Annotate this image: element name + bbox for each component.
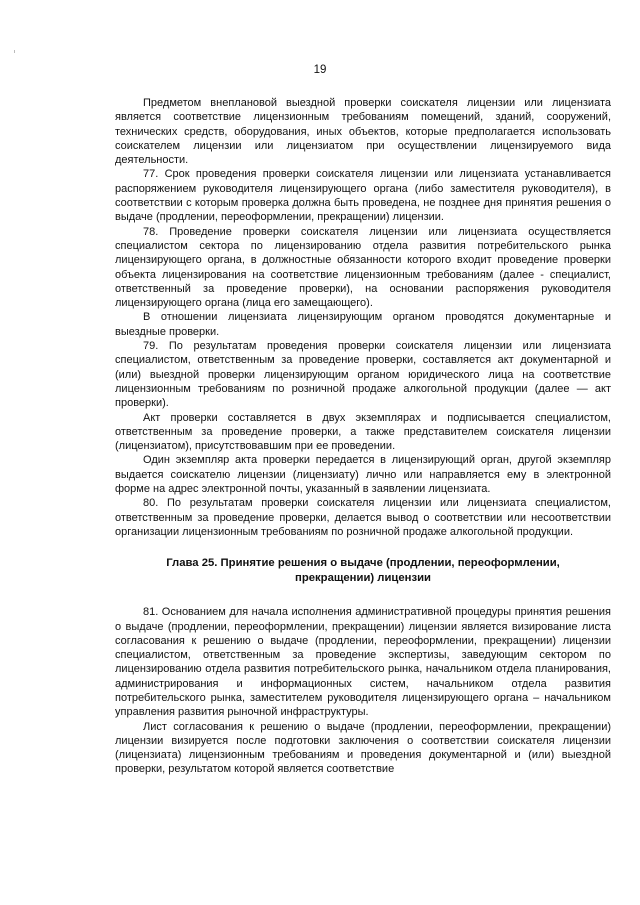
paragraph: Акт проверки составляется в двух экземплярах и подписывается специалистом, ответственным за проведение проверки, а также представителем соискателя лицензии (лицензиатом), присутствовавшим при ее проведении. bbox=[115, 411, 611, 453]
paragraph-77: 77. Срок проведения проверки соискателя лицензии или лицензиата устанавливается распоряжением руководителя лицензирующего органа (либо заместителя руководителя), в соответствии с которым проверка должна быть проведена, не позднее дня принятия решения о выдаче (продлении, переоформлении, прекращении) лицензии. bbox=[115, 168, 611, 224]
paragraph: В отношении лицензиата лицензирующим органом проводятся документарные и выездные проверки. bbox=[115, 311, 611, 338]
scan-margin-mark bbox=[14, 50, 15, 53]
document-body bbox=[115, 96, 611, 777]
paragraph-81: 81. Основанием для начала исполнения административной процедуры принятия решения о выдаче (продлении, переоформлении, прекращении) лицензии является визирование листа согласования к решению о выдаче (продлении, переоформлении, прекращении) лицензии специалистом, ответственным за проведение экспертизы, заведующим сектором по лицензированию отдела развития потребительского рынка, начальником отдела планирования, администрирования и информационных систем, начальником отдела развития потребительского рынка, заместителем руководителя лицензирующего органа – начальником управления развития рыночной инфраструктуры. bbox=[115, 606, 611, 719]
paragraph-79: 79. По результатам проведения проверки соискателя лицензии или лицензиата специалистом, ответственным за проведение проверки, составляется акт документарной и (или) выездной проверки лицензирующим органом юридического лица на соответствие лицензионным требованиям по розничной продаже алкогольной продукции (далее — акт проверки). bbox=[115, 340, 611, 410]
chapter-heading: Глава 25. Принятие решения о выдаче (продлении, переоформлении, прекращении) лицензии bbox=[166, 557, 560, 585]
paragraph-80: 80. По результатам проверки соискателя лицензии или лицензиата специалистом, ответственным за проведение проверки, делается вывод о соответствии или несоответствии организации лицензионным требованиям по розничной продаже алкогольной продукции. bbox=[115, 497, 611, 538]
paragraph-78: 78. Проведение проверки соискателя лицензии или лицензиата осуществляется специалистом сектора по лицензированию отдела развития потребительского рынка лицензирующего органа, в должностные обязанности которого входит проведение проверки объекта лицензирования на соответствие лицензионным требованиям (далее - специалист, ответственный за проведение проверки), на основании распоряжения руководителя лицензирующего органа (лица его замещающего). bbox=[115, 225, 611, 310]
page-number: 19 bbox=[313, 64, 327, 76]
paragraph: Предметом внеплановой выездной проверки соискателя лицензии или лицензиата является соответствие лицензионным требованиям помещений, зданий, сооружений, технических средств, оборудования, иных объектов, которые предполагается использовать соискателем лицензии или лицензиатом при осуществлении лицензируемого вида деятельности. bbox=[115, 97, 611, 167]
paragraph: Лист согласования к решению о выдаче (продлении, переоформлении, прекращении) лицензии визируется после подготовки заключения о соответствии соискателя лицензии (лицензиата) лицензионным требованиям и проведения документарной и (или) выездной проверки, результатом которой является соответствие bbox=[115, 720, 611, 776]
paragraph: Один экземпляр акта проверки передается в лицензирующий орган, другой экземпляр выдается соискателю лицензии (лицензиату) лично или направляется ему в электронной форме на адрес электронной почты, указанный в заявлении лицензиата. bbox=[115, 454, 611, 496]
